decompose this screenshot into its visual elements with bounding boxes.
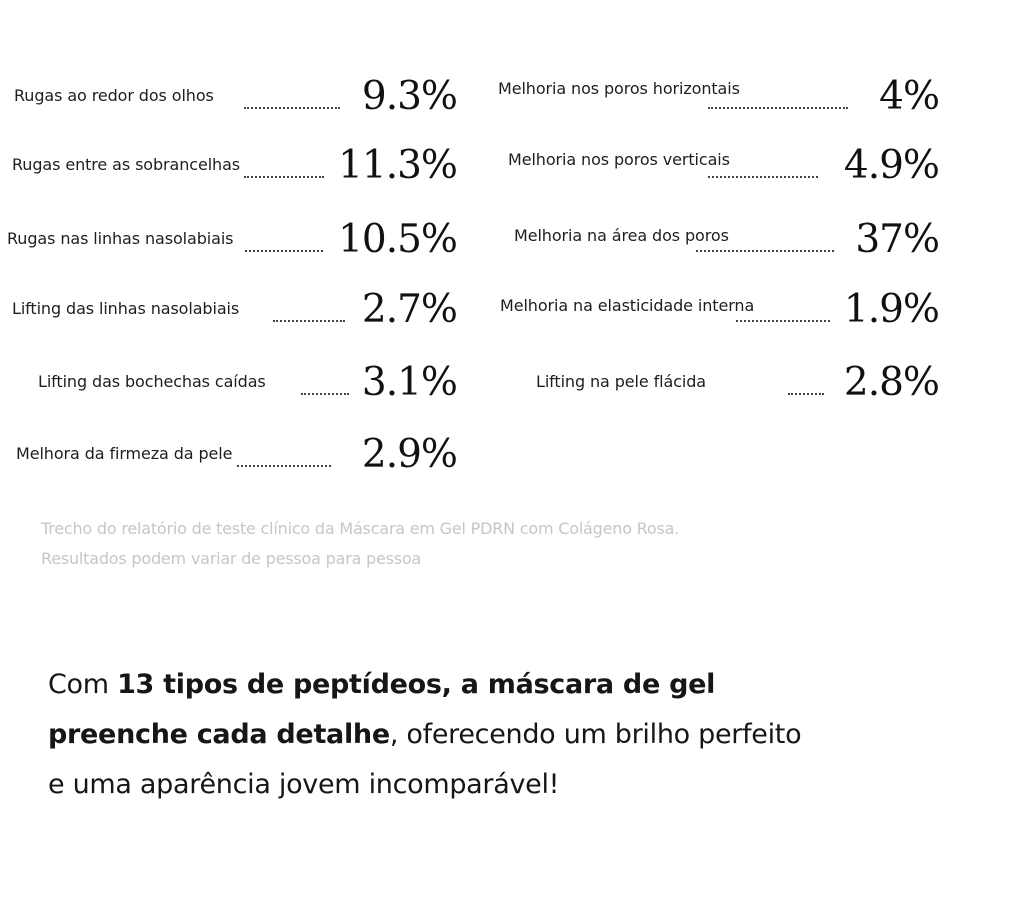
stat-value: 11.3%	[338, 143, 457, 188]
dot-leader	[708, 176, 818, 178]
headline-bold: 13 tipos de peptídeos, a máscara de gel	[117, 669, 716, 700]
stat-value: 9.3%	[361, 74, 457, 119]
stat-row-nasolabial-wrinkles	[7, 207, 457, 263]
stat-label: Rugas nas linhas nasolabiais	[7, 229, 234, 248]
dot-leader	[273, 320, 345, 322]
stat-row-horizontal-pores	[498, 64, 939, 120]
dot-leader	[237, 465, 331, 467]
dot-leader	[244, 176, 324, 178]
disclaimer	[41, 514, 801, 574]
dot-leader	[696, 250, 834, 252]
stat-label: Melhoria na área dos poros	[514, 226, 729, 245]
stat-label: Melhora da firmeza da pele	[16, 444, 233, 463]
dot-leader	[244, 107, 340, 109]
stat-label: Rugas entre as sobrancelhas	[12, 155, 241, 174]
stat-row-pore-area	[514, 207, 939, 263]
stat-label: Lifting das linhas nasolabiais	[12, 299, 240, 318]
dot-leader	[736, 320, 830, 322]
stat-value: 2.8%	[843, 360, 939, 405]
stat-value: 3.1%	[361, 360, 457, 405]
stat-row-inner-elasticity	[500, 277, 939, 333]
dot-leader	[788, 393, 824, 395]
stat-value: 4.9%	[843, 143, 939, 188]
stat-label: Melhoria nos poros verticais	[508, 150, 730, 169]
stat-label: Lifting na pele flácida	[536, 372, 707, 391]
headline-line-2	[48, 710, 978, 760]
headline-bold: preenche cada detalhe	[48, 719, 390, 750]
stat-label: Melhoria na elasticidade interna	[500, 296, 755, 315]
stat-value: 4%	[879, 74, 939, 119]
stat-value: 2.9%	[361, 432, 457, 477]
stat-value: 1.9%	[843, 287, 939, 332]
headline-text: , oferecendo um brilho perfeito	[389, 719, 802, 750]
dot-leader	[708, 107, 848, 109]
stat-row-sagging-skin	[536, 350, 939, 406]
stat-row-cheek-lifting	[38, 350, 457, 406]
stat-row-eye-wrinkles	[14, 64, 457, 120]
dot-leader	[245, 250, 323, 252]
dot-leader	[301, 393, 349, 395]
stat-label: Melhoria nos poros horizontais	[498, 79, 740, 98]
stat-value: 10.5%	[338, 217, 457, 262]
stat-label: Lifting das bochechas caídas	[38, 372, 266, 391]
headline-text: Com	[48, 669, 118, 700]
disclaimer-line: Trecho do relatório de teste clínico da Máscara em Gel PDRN com Colágeno Rosa.	[41, 519, 680, 538]
stat-value: 2.7%	[361, 287, 457, 332]
stat-row-firmness	[16, 422, 457, 478]
stat-label: Rugas ao redor dos olhos	[14, 86, 214, 105]
stat-row-brow-wrinkles	[12, 133, 457, 189]
headline-text: e uma aparência jovem incomparável!	[48, 769, 560, 800]
disclaimer-line: Resultados podem variar de pessoa para pessoa	[41, 549, 422, 568]
headline	[48, 660, 978, 810]
stat-row-nasolabial-lifting	[12, 277, 457, 333]
stat-row-vertical-pores	[508, 133, 939, 189]
headline-line-1	[48, 660, 978, 710]
stat-value: 37%	[855, 217, 939, 262]
headline-line-3	[48, 760, 978, 810]
